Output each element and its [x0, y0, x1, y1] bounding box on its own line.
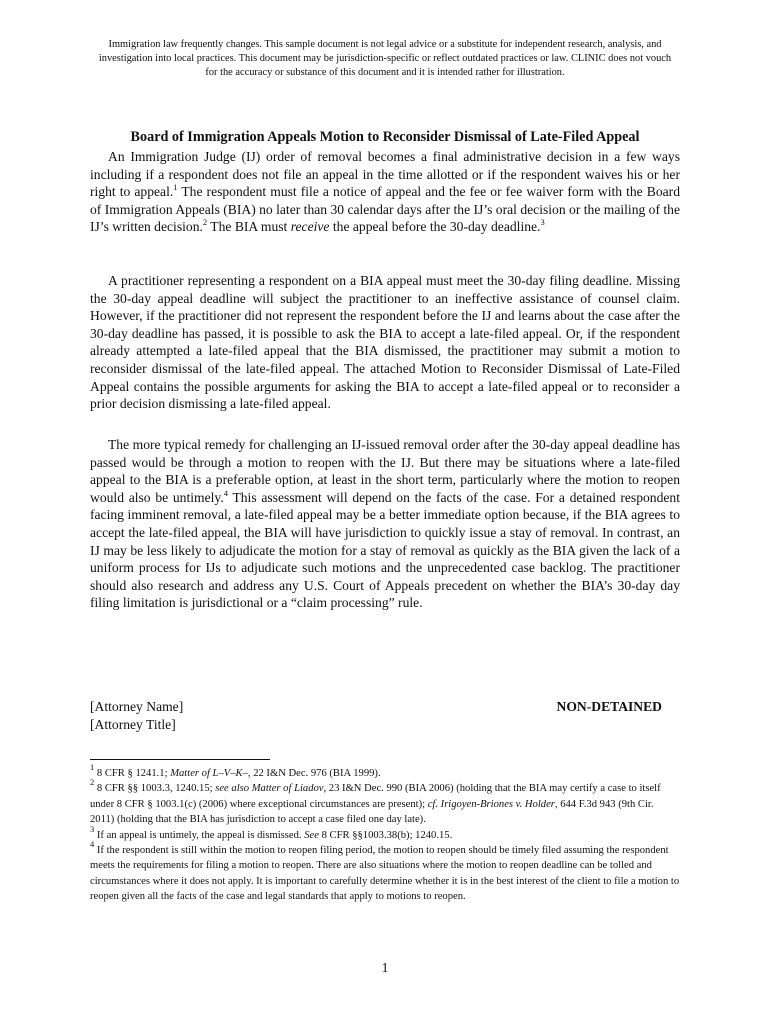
footnote-3-cite: 8 CFR §§1003.38(b); 1240.15.	[318, 829, 453, 841]
footnote-number-2: 2	[90, 777, 95, 788]
footnote-divider	[90, 759, 270, 760]
footnote-3-text: If an appeal is untimely, the appeal is dismissed.	[94, 829, 305, 841]
p1-emphasis: receive	[290, 219, 330, 235]
footnote-3-signal: See	[304, 829, 319, 841]
detention-status: NON-DETAINED	[556, 699, 662, 714]
footnote-1-text: 8 CFR § 1241.1;	[94, 768, 171, 779]
p1-text-1: An Immigration Judge (IJ) order of removal becomes a final administrative decision in a few ways including if a respondent does not file an appeal in the time allotted or if the respondent waives his or her right to appeal.	[90, 149, 680, 200]
footnote-4-text: If the respondent is still within the motion to reopen filing period, the motion to reopen should be timely filed assuming the respondent meets the requirements for filing a motion to reopen. There are also situations where the motion to reopen deadline can be tolled and circumstances where it does not apply. It is important to carefully determine whether it is in the best interest of the client to file a motion to reopen given all the facts of the case and legal standards that apply to motions to reopen.	[90, 845, 680, 903]
footnote-ref-1: 1	[173, 182, 178, 193]
footnote-4	[90, 839, 680, 905]
footnote-2-cite-1: , 23 I&N Dec. 990 (BIA 2006) (holding that the BIA may certify a case to itself under 8 CFR § 1003.1(c) (2006) where exceptional circumstances are present);	[90, 783, 661, 810]
page-number: 1	[381, 960, 389, 975]
attorney-title: [Attorney Title]	[90, 717, 176, 732]
disclaimer-note: Immigration law frequently changes. This sample document is not legal advice or a substitute for independent research, analysis, and investigation into local practices. This document may be jurisdiction-specific or reflect outdated practices or law. CLINIC does not vouch for the accuracy or substance of this document and it is intended rather for illustration.	[98, 39, 672, 78]
paragraph-filing-deadline: A practitioner representing a respondent on a BIA appeal must meet the 30-day filing deadline. Missing the 30-day appeal deadline will subject the practitioner to an ineffective assistance of counsel claim. However, if the practitioner did not represent the respondent before the IJ and learns about the case after the 30-day deadline has passed, it is possible to ask the BIA to accept a late-filed appeal. Or, if the respondent already attempted a late-filed appeal that the BIA dismissed, the practitioner may submit a motion to reconsider dismissal of the late-filed appeal. The attached Motion to Reconsider Dismissal of Late-Filed Appeal contains the possible arguments for asking the BIA to accept a late-filed appeal or to reconsider a prior decision dismissing a late-filed appeal.	[90, 273, 680, 412]
footnote-1-case: Matter of L–V–K–	[170, 768, 248, 779]
document-title: Board of Immigration Appeals Motion to Reconsider Dismissal of Late-Filed Appeal	[130, 129, 640, 145]
footnote-1	[90, 762, 680, 781]
p3-text-1: The more typical remedy for challenging an IJ-issued removal order after the 30-day appeal deadline has passed would be through a motion to reopen with the IJ. But there may be situations where a late-filed appeal to the BIA is a preferable option, at least in the short term, particularly where the motion to reopen would also be untimely.	[90, 437, 680, 505]
p3-text-2: This assessment will depend on the facts of the case. For a detained respondent facing imminent removal, a late-filed appeal may be a better immediate option because, if the BIA agrees to accept the late-filed appeal, the BIA will have jurisdiction to quickly issue a stay of removal. In contrast, an IJ may be less likely to adjudicate the motion for a stay of removal as quickly as the BIA given the lack of a uniform process for IJs to adjudicate such motions and the unprecedented case backlog. The practitioner should also research and address any U.S. Court of Appeals precedent on whether the BIA’s 30-day day filing limitation is jurisdictional or a “claim processing” rule.	[90, 489, 680, 611]
paragraph-typical-remedy	[90, 436, 680, 612]
footnote-number-1: 1	[90, 762, 95, 772]
footnote-2	[90, 777, 680, 827]
footnote-number-4: 4	[90, 839, 95, 850]
footnote-3	[90, 823, 680, 843]
footnote-ref-3: 3	[540, 217, 545, 228]
footnote-ref-2: 2	[202, 217, 208, 228]
footnote-2-text: 8 CFR §§ 1003.3, 1240.15;	[94, 783, 216, 795]
p1-text-2: The respondent must file a notice of appeal and the fee or fee waiver form with the Board of Immigration Appeals (BIA) no later than 30 calendar days after the IJ’s oral decision or the mailing of the IJ’s written decision.	[90, 184, 681, 235]
paragraph-final-decision	[90, 148, 680, 236]
footnote-2-cite-2: , 644 F.3d 943 (9th Cir. 2011) (holding that the BIA has jurisdiction to accept a case filed one day late).	[90, 798, 654, 826]
footnote-2-case-2: cf. Irigoyen-Briones v. Holder	[427, 798, 555, 810]
attorney-name: [Attorney Name]	[90, 699, 184, 714]
footnote-number-3: 3	[90, 823, 95, 834]
signature-block	[90, 698, 183, 734]
footnote-2-case-1: see also Matter of Liadov	[215, 783, 324, 795]
p1-text-3: The BIA must	[207, 219, 291, 235]
footnotes-section	[90, 762, 680, 905]
footnote-ref-4: 4	[223, 487, 228, 498]
footnote-1-cite: , 22 I&N Dec. 976 (BIA 1999).	[247, 768, 381, 779]
p1-text-4: the appeal before the 30-day deadline.	[329, 219, 541, 235]
